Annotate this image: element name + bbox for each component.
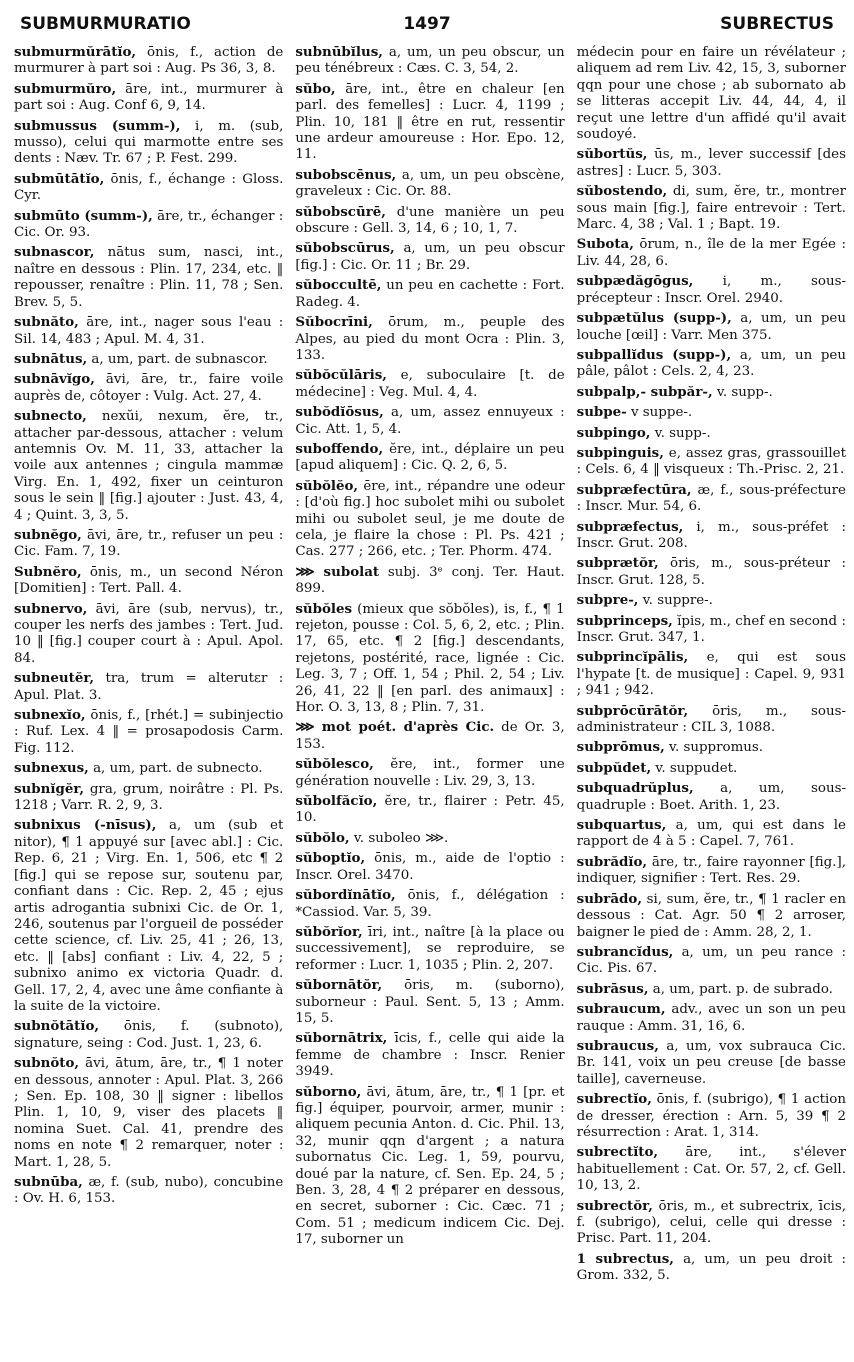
entry-headword: subpræfectūra, <box>576 481 692 498</box>
dictionary-entry <box>577 425 846 442</box>
entry-headword: sŭbordĭnātĭo, <box>295 887 396 904</box>
dictionary-entry <box>577 780 846 814</box>
entry-headword: subquadrŭplus, <box>576 780 694 797</box>
entry-definition: un peu en cachette : Fort. Radeg. 4. <box>295 278 565 310</box>
dictionary-entry <box>577 183 846 233</box>
entry-definition: a, um, part. de subnecto. <box>88 761 263 777</box>
entry-definition: v. supp-. <box>712 384 773 400</box>
entry-definition: v. supp-. <box>650 425 711 441</box>
entry-definition: i, m., sous-préfet : Inscr. Grut. 208. <box>576 519 846 551</box>
entry-definition: ōnis, f. (subrigo), ¶ 1 action de dresser, érection : Arn. 5, 39 ¶ 2 résurrection : Arat. 1, 314. <box>576 1092 846 1140</box>
dictionary-entry <box>14 707 283 757</box>
entry-definition: ōnis, f., délégation : *Cassiod. Var. 5, 39. <box>295 888 565 920</box>
entry-definition: ōris, m., et subrectrix, īcis, f. (subrigo), celui, celle qui dresse : Prisc. Part. 11, 204. <box>576 1198 846 1247</box>
dictionary-entry <box>14 371 283 405</box>
entry-headword: Sŭbocrīni, <box>295 314 373 331</box>
dictionary-entry <box>14 601 283 668</box>
dictionary-entry <box>577 649 846 699</box>
entry-headword: Subnĕro, <box>14 563 82 580</box>
entry-definition: āre, int., être en chaleur [en parl. des femelles] : Lucr. 4, 1199 ; Plin. 10, 181 ‖ être en rut, ressentir une ardeur amoureuse : Hor. Epo. 12, 11. <box>295 81 565 163</box>
dictionary-entry <box>577 1038 846 1088</box>
dictionary-entry <box>295 367 564 401</box>
entry-definition: ōris, m., sous-préteur : Inscr. Grut. 128, 5. <box>576 556 846 588</box>
entry-definition: āre, tr., échanger : Cic. Or. 93. <box>14 208 284 241</box>
entry-definition: a, um, assez ennuyeux : Cic. Att. 1, 5, 4. <box>295 405 565 437</box>
entry-headword: subrectĭto, <box>576 1144 659 1161</box>
entry-definition: adv., avec un son un peu rauque : Amm. 31, 16, 6. <box>576 1002 846 1034</box>
entry-headword: subobscēnus, <box>295 166 397 183</box>
entry-headword: subnātus, <box>14 350 88 367</box>
entry-definition: ōris, m. (suborno), suborneur : Paul. Sent. 5, 13 ; Amm. 15, 5. <box>295 978 565 1026</box>
entry-definition: ĕre, int., déplaire un peu [apud aliquem] : Cic. Q. 2, 6, 5. <box>295 441 565 474</box>
dictionary-entry <box>295 977 564 1027</box>
entry-headword: sŭbŏlĕo, <box>295 477 359 494</box>
dictionary-entry <box>14 760 283 777</box>
entry-headword: subrādo, <box>576 890 642 907</box>
entry-headword: subprinceps, <box>576 612 673 629</box>
dictionary-entry <box>577 555 846 589</box>
entry-headword: sŭbŏlo, <box>295 829 350 846</box>
entry-headword: subpingo, <box>576 424 651 441</box>
entry-headword: subnāvĭgo, <box>14 371 95 388</box>
entry-headword: subpætŭlus (supp-), <box>576 310 732 327</box>
entry-definition: v. suppudet. <box>651 760 738 776</box>
dictionary-entry <box>577 404 846 421</box>
dictionary-entry <box>14 1174 283 1208</box>
entry-headword: sŭbobscūrus, <box>295 240 395 257</box>
entry-headword: subnŏtātĭo, <box>14 1018 100 1035</box>
dictionary-entry <box>577 519 846 553</box>
dictionary-entry <box>577 146 846 180</box>
entry-definition: āvi, āre (sub, nervus), tr., couper les nerfs des jambes : Tert. Jud. 10 ‖ [fig.] couper court à : Apul. Apol. 84. <box>14 601 284 666</box>
dictionary-entry <box>577 1091 846 1141</box>
entry-headword: sŭbŏlesco, <box>295 756 374 773</box>
entry-headword: subprincĭpālis, <box>576 649 689 666</box>
entry-definition: subj. 3ᵉ conj. Ter. Haut. 899. <box>295 564 565 597</box>
entry-headword: ⋙ subolat <box>295 563 380 580</box>
entry-headword: subnexus, <box>14 760 89 777</box>
dictionary-entry <box>295 756 564 790</box>
entry-headword: subpædăgōgus, <box>576 273 694 290</box>
dictionary-entry <box>577 981 846 998</box>
dictionary-entry <box>577 384 846 401</box>
dictionary-entry <box>577 482 846 516</box>
entry-headword: ⋙ mot poét. d'après Cic. <box>295 719 495 736</box>
entry-definition: e, suboculaire [t. de médecine] : Veg. Mul. 4, 4. <box>295 368 565 400</box>
entry-headword: sŭboccultē, <box>295 277 382 294</box>
dictionary-entry <box>577 1144 846 1194</box>
entry-headword: subraucus, <box>576 1037 659 1054</box>
entry-headword: subraucum, <box>576 1001 666 1018</box>
column-3 <box>577 44 846 1356</box>
entry-headword: subnixus (-nīsus), <box>14 817 157 834</box>
entry-definition: āre, int., nager sous l'eau : Sil. 14, 483 ; Apul. M. 4, 31. <box>14 315 284 347</box>
dictionary-columns <box>14 44 846 1356</box>
entry-definition: a, um, sous-quadruple : Boet. Arith. 1, 23. <box>576 781 846 813</box>
entry-headword: subprætŏr, <box>576 555 659 572</box>
entry-headword: subquartus, <box>576 817 667 834</box>
entry-headword: subnŏto, <box>14 1055 80 1072</box>
running-head-left: SUBMURMURATIO <box>20 14 191 34</box>
entry-headword: sŭbo, <box>295 80 336 97</box>
entry-headword: sŭborno, <box>295 1083 362 1100</box>
dictionary-entry <box>14 171 283 205</box>
dictionary-entry <box>577 817 846 851</box>
entry-definition: nātus sum, nasci, int., naître en dessous : Plin. 17, 234, etc. ‖ repousser, renaître : Plin. 11, 78 ; Sen. Brev. 5, 5. <box>14 245 284 310</box>
entry-headword: submurmŭrātĭo, <box>14 44 137 60</box>
entry-headword: subpinguis, <box>576 444 664 461</box>
entry-headword: submūtātĭo, <box>14 170 105 187</box>
dictionary-entry <box>14 564 283 598</box>
dictionary-entry <box>577 310 846 344</box>
entry-headword: subpŭdet, <box>576 759 652 776</box>
page-header <box>10 8 844 38</box>
dictionary-entry <box>295 793 564 827</box>
dictionary-entry <box>14 81 283 115</box>
entry-definition: āvi, āre, tr., faire voile auprès de, côtoyer : Vulg. Act. 27, 4. <box>14 372 284 404</box>
dictionary-entry <box>295 314 564 364</box>
entry-definition: ōnis, f., [rhét.] = subinjectio : Ruf. Lex. 4 ‖ = prosapodosis Carm. Fig. 112. <box>14 708 284 756</box>
entry-headword: sŭbostendo, <box>576 183 668 200</box>
entry-definition: a, um, un peu rance : Cic. Pis. 67. <box>576 944 846 977</box>
dictionary-entry <box>295 277 564 311</box>
entry-definition: si, sum, ĕre, tr., ¶ 1 racler en dessous : Cat. Agr. 50 ¶ 2 arroser, baigner le pied de : Amm. 28, 2, 1. <box>576 891 846 940</box>
entry-definition: a, um, un peu pâle, pâlot : Cels. 2, 4, 23. <box>576 347 846 380</box>
entry-headword: subnecto, <box>14 408 87 425</box>
dictionary-entry <box>295 204 564 238</box>
entry-definition: a, um, un peu obscur [fig.] : Cic. Or. 11 ; Br. 29. <box>295 241 565 273</box>
dictionary-entry <box>14 408 283 524</box>
entry-headword: subnūbĭlus, <box>295 44 383 60</box>
entry-definition: i, m. (sub, musso), celui qui marmotte entre ses dents : Næv. Tr. 67 ; P. Fest. 299. <box>14 118 284 167</box>
dictionary-entry <box>577 445 846 479</box>
entry-headword: subrectĭo, <box>576 1091 652 1108</box>
entry-definition: īri, int., naître [à la place ou successivement], se reproduire, se reformer : Lucr. 1, 1035 ; Plin. 2, 207. <box>295 924 565 973</box>
entry-definition: e, qui est sous l'hypate [t. de musique] : Capel. 9, 931 ; 941 ; 942. <box>576 650 846 699</box>
dictionary-entry <box>577 739 846 756</box>
running-head-right: SUBRECTUS <box>720 14 834 34</box>
dictionary-entry <box>14 208 283 242</box>
entry-definition: ūs, m., lever successif [des astres] : Lucr. 5, 303. <box>576 147 846 179</box>
entry-definition: v. suboleo ⋙. <box>349 830 449 846</box>
entry-headword: sŭbobscūrē, <box>295 203 386 220</box>
column-1 <box>14 44 283 1356</box>
entry-definition: āvi, āre, tr., refuser un peu : Cic. Fam. 7, 19. <box>14 527 284 560</box>
entry-headword: 1 subrectus, <box>576 1250 674 1267</box>
entry-headword: sŭbolfăcĭo, <box>295 793 378 810</box>
entry-definition: æ, f., sous-préfecture : Inscr. Mur. 54, 6. <box>576 482 846 515</box>
entry-definition: di, sum, ĕre, tr., montrer sous main [fig.], faire entrevoir : Tert. Marc. 4, 38 ; Val. 1 ; Bapt. 19. <box>576 184 846 233</box>
dictionary-entry <box>14 527 283 561</box>
entry-definition: a, um, part. p. de subrado. <box>648 981 833 997</box>
entry-definition: a, um (sub et nitor), ¶ 1 appuyé sur [avec abl.] : Cic. Rep. 6, 21 ; Virg. En. 1, 506, etc ¶ 2 [fig.] qui se repose sur, soutenu par, confiant dans : Cic. Rep. 2, 45 ; ejus artis adrogantia subnixi Cic. de Or. 1, 246, soutenus par l'orgueil de posséder cette science, cf. Liv. 25, 41 ; 26, 13, etc. ‖ [abs] confiant : Liv. 4, 22, 5 ; subnixo animo ex victoria Quadr. d. Gell. 17, 2, 4, avec une âme confiante à la suite de la victoire. <box>14 818 284 1014</box>
entry-definition: ōris, m., sous-administrateur : CIL 3, 1088. <box>576 703 846 736</box>
dictionary-entry <box>577 703 846 737</box>
dictionary-entry <box>295 441 564 475</box>
entry-definition: ōnis, f., action de murmurer à part soi : Aug. Ps 36, 3, 8. <box>14 45 284 77</box>
dictionary-entry <box>577 273 846 307</box>
entry-definition: v suppe-. <box>626 405 693 421</box>
dictionary-entry <box>295 81 564 164</box>
entry-headword: submūto (summ-), <box>14 207 153 224</box>
entry-headword: submurmŭro, <box>14 80 117 97</box>
dictionary-entry <box>14 314 283 348</box>
entry-headword: subnexĭo, <box>14 707 86 724</box>
dictionary-entry <box>14 781 283 815</box>
entry-definition: a, um, un peu droit : Grom. 332, 5. <box>576 1251 846 1284</box>
entry-definition: de Or. 3, 153. <box>295 720 565 752</box>
entry-definition: ĕre, int., former une génération nouvelle : Liv. 29, 3, 13. <box>295 757 565 789</box>
entry-definition: ōnis, m., aide de l'optio : Inscr. Orel. 3470. <box>295 851 565 883</box>
entry-definition: īcis, f., celle qui aide la femme de chambre : Inscr. Renier 3949. <box>295 1031 565 1080</box>
dictionary-entry <box>577 1001 846 1035</box>
dictionary-entry <box>14 1055 283 1171</box>
entry-headword: subnūba, <box>14 1174 83 1190</box>
dictionary-entry <box>14 1018 283 1052</box>
entry-headword: subnĕgo, <box>14 526 82 543</box>
entry-definition: (mieux que sŏbŏles), is, f., ¶ 1 rejeton, pousse : Col. 5, 6, 2, etc. ; Plin. 17, 65, etc. ¶ 2 [fig.] descendants, rejetons, postérité, race, lignée : Cic. Leg. 3, 7 ; Off. 1, 54 ; Phil. 2, 54 ; Liv. 26, 41, 22 ‖ [en parl. des animaux] : Hor. O. 3, 13, 8 ; Plin. 7, 31. <box>295 601 565 716</box>
entry-definition: ōrum, n., île de la mer Egée : Liv. 44, 28, 6. <box>576 237 846 269</box>
dictionary-entry <box>295 167 564 201</box>
entry-definition: v. suppromus. <box>664 740 764 756</box>
entry-headword: subnascor, <box>14 244 95 261</box>
entry-headword: submussus (summ-), <box>14 117 181 134</box>
entry-headword: sŭbornātŏr, <box>295 977 383 994</box>
dictionary-entry <box>295 240 564 274</box>
entry-headword: subrancĭdus, <box>576 943 674 960</box>
entry-headword: sŭbŏcŭlāris, <box>295 367 387 384</box>
entry-headword: subrectŏr, <box>576 1197 653 1214</box>
dictionary-entry <box>295 719 564 753</box>
dictionary-entry <box>577 613 846 647</box>
page-number: 1497 <box>403 14 451 34</box>
entry-headword: sŭboptĭo, <box>295 850 366 867</box>
dictionary-entry <box>14 817 283 1015</box>
entry-definition: æ, f. (sub, nubo), concubine : Ov. H. 6, 153. <box>14 1175 284 1207</box>
entry-headword: sŭbŏles <box>295 600 353 617</box>
entry-definition: gra, grum, noirâtre : Pl. Ps. 1218 ; Varr. R. 2, 9, 3. <box>14 781 284 814</box>
dictionary-entry <box>295 850 564 884</box>
dictionary-entry <box>295 404 564 438</box>
dictionary-entry <box>14 44 283 78</box>
entry-headword: subpræfectus, <box>576 518 684 535</box>
dictionary-entry <box>14 351 283 368</box>
entry-definition: ēre, int., répandre une odeur : [d'où fig.] hoc subolet mihi ou subolet mihi ou subolet seul, je me doute de cela, je flaire la chose : Pl. Ps. 421 ; Cas. 277 ; 266, etc. ; Ter. Phorm. 474. <box>295 478 565 560</box>
entry-headword: subrāsus, <box>576 980 649 997</box>
dictionary-entry <box>577 891 846 941</box>
entry-definition: a, um, vox subrauca Cic. Br. 141, voix un peu creuse [de basse taille], caverneuse. <box>576 1038 846 1087</box>
entry-definition: a, um, un peu obscène, graveleux : Cic. Or. 88. <box>295 167 565 200</box>
entry-definition: āvi, ātum, āre, tr., ¶ 1 noter en dessous, annoter : Apul. Plat. 3, 266 ; Sen. Ep. 108, 30 ‖ signer : libellos Plin. 1, 10, 9, viser des placets ‖ nomina Suet. Cal. 41, prendre des noms en note ¶ 2 remarquer, noter : Mart. 1, 28, 5. <box>14 1056 284 1170</box>
entry-definition: i, m., sous-précepteur : Inscr. Orel. 2940. <box>576 274 846 306</box>
entry-headword: subneutĕr, <box>14 670 95 687</box>
entry-headword: subprōmus, <box>576 739 665 756</box>
entry-definition: d'une manière un peu obscure : Gell. 3, 14, 6 ; 10, 1, 7. <box>295 204 565 237</box>
entry-definition: ōnis, m., un second Néron [Domitien] : Tert. Pall. 4. <box>14 564 284 597</box>
dictionary-entry <box>577 854 846 888</box>
dictionary-entry <box>295 1084 564 1249</box>
entry-definition: a, um, part. de subnascor. <box>87 351 268 367</box>
entry-headword: sŭbornātrix, <box>295 1030 388 1047</box>
entry-definition: nexŭi, nexum, ĕre, tr., attacher par-dessous, attacher : velum antemnis Ov. M. 11, 33, attacher la voile aux antennes ; cingula mammæ Virg. En. 1, 492, fixer un ceinturon sous le sein ‖ [fig.] ajouter : Just. 43, 4, 4 ; Quint. 3, 3, 5. <box>14 409 284 523</box>
entry-headword: Subota, <box>576 236 634 253</box>
entry-definition: ōnis, f., échange : Gloss. Cyr. <box>14 171 284 204</box>
entry-definition: ōnis, f. (subnoto), signature, seing : Cod. Just. 1, 23, 6. <box>14 1019 284 1051</box>
entry-headword: subprōcūrātŏr, <box>576 702 689 719</box>
entry-headword: subpre-, <box>576 592 639 609</box>
dictionary-entry <box>577 347 846 381</box>
dictionary-entry <box>577 1251 846 1285</box>
entry-definition: e, assez gras, grassouillet : Cels. 6, 4 ‖ visqueux : Th.-Prisc. 2, 21. <box>576 445 846 478</box>
entry-definition: tra, trum = alterutεr : Apul. Plat. 3. <box>14 671 284 703</box>
dictionary-entry <box>14 118 283 168</box>
column-2 <box>295 44 564 1356</box>
dictionary-entry <box>295 601 564 717</box>
dictionary-entry <box>295 478 564 561</box>
entry-headword: subnăto, <box>14 314 79 331</box>
entry-definition: āvi, ātum, āre, tr., ¶ 1 [pr. et fig.] équiper, pourvoir, armer, munir : aliquem pecunia Anton. d. Cic. Phil. 13, 32, munir qqn d'argent ; a natura subornatus Cic. Leg. 1, 59, pourvu, doué par la nature, cf. Sen. Ep. 24, 5 ; Ben. 3, 28, 4 ¶ 2 préparer en dessous, en secret, suborner : Cic. Cæc. 71 ; Com. 51 ; medicum indicem Cic. Dej. 17, suborner un <box>295 1084 565 1248</box>
entry-definition: āre, int., s'élever habituellement : Cat. Or. 57, 2, cf. Gell. 10, 13, 2. <box>576 1145 846 1194</box>
entry-headword: subpe- <box>576 404 627 421</box>
dictionary-entry <box>577 44 846 143</box>
dictionary-entry <box>577 944 846 978</box>
entry-headword: subpalp,- subpăr-, <box>576 383 713 400</box>
entry-definition: a, um, un peu louche [œil] : Varr. Men 375. <box>576 311 846 343</box>
entry-definition: a, um, qui est dans le rapport de 4 à 5 : Capel. 7, 761. <box>576 818 846 850</box>
entry-definition: āre, tr., faire rayonner [fig.], indiquer, signifier : Tert. Res. 29. <box>576 854 846 887</box>
entry-headword: subrădĭo, <box>576 853 648 870</box>
dictionary-entry <box>295 1030 564 1080</box>
dictionary-entry <box>577 760 846 777</box>
entry-headword: subnervo, <box>14 600 88 617</box>
entry-definition: āre, int., murmurer à part soi : Aug. Conf 6, 9, 14. <box>14 81 284 114</box>
entry-definition: ĭpis, m., chef en second : Inscr. Grut. 347, 1. <box>576 613 846 645</box>
entry-headword: subnĭgĕr, <box>14 780 85 797</box>
dictionary-entry <box>295 887 564 921</box>
dictionary-entry <box>14 670 283 704</box>
dictionary-entry <box>577 236 846 270</box>
dictionary-entry <box>295 44 564 78</box>
entry-definition: ōrum, m., peuple des Alpes, au pied du mont Ocra : Plin. 3, 133. <box>295 315 565 363</box>
entry-headword: subpallĭdus (supp-), <box>576 346 732 363</box>
entry-definition: v. suppre-. <box>638 593 713 609</box>
dictionary-entry <box>577 592 846 609</box>
entry-definition: ĕre, tr., flairer : Petr. 45, 10. <box>295 794 565 826</box>
dictionary-entry <box>295 564 564 598</box>
entry-headword: suboffendo, <box>295 440 384 457</box>
dictionary-entry <box>577 1198 846 1248</box>
dictionary-entry <box>14 244 283 311</box>
dictionary-entry <box>295 924 564 974</box>
entry-headword: subŏdĭōsus, <box>295 404 384 421</box>
dictionary-entry <box>295 830 564 847</box>
entry-definition: a, um, un peu obscur, un peu ténébreux : Cæs. C. 3, 54, 2. <box>295 45 565 77</box>
entry-headword: sŭbortŭs, <box>576 146 648 163</box>
entry-headword: sŭbŏrĭor, <box>295 923 363 940</box>
entry-definition: médecin pour en faire un révélateur ; aliquem ad rem Liv. 42, 15, 3, suborner qqn pour une chose ; ab subornato ab se litteras accepit Liv. 44, 44, 4, il reçut une lettre d'un affidé qu'il avait soudoyé. <box>576 45 846 143</box>
